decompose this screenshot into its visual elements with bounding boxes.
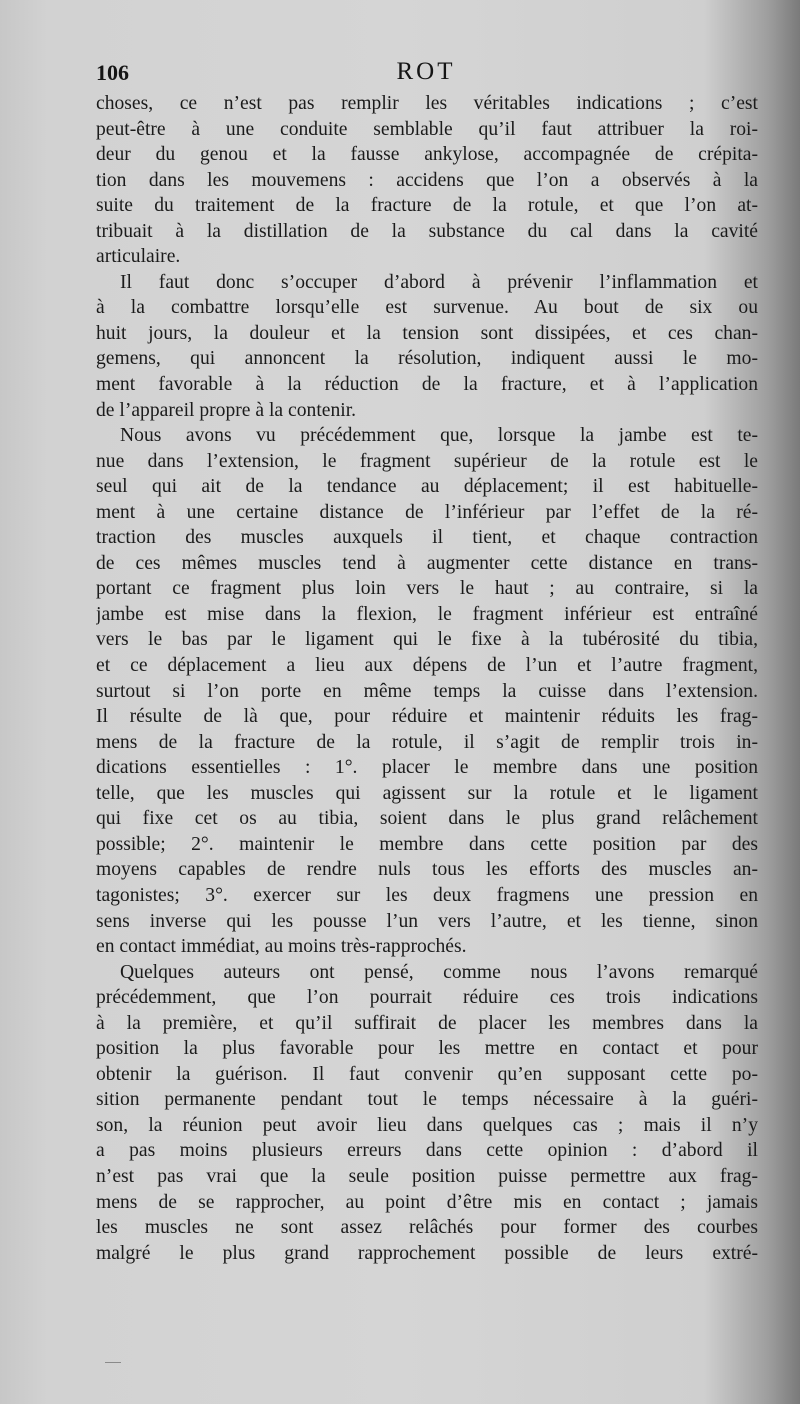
running-title: ROT (396, 58, 456, 85)
text-line: Il faut donc s’occuper d’abord à prévenir l’inflammation et (120, 271, 758, 293)
text-line: Il résulte de là que, pour réduire et maintenir réduits les frag- (96, 706, 758, 728)
text-line: les muscles ne sont assez relâchés pour former des courbes (96, 1217, 758, 1239)
text-line: dications essentielles : 1°. placer le membre dans une position (96, 757, 758, 779)
paragraph (96, 960, 758, 1267)
text-line: a pas moins plusieurs erreurs dans cette opinion : d’abord il (96, 1140, 758, 1162)
print-mark (105, 1362, 121, 1363)
paragraph (96, 270, 758, 423)
text-line: vers le bas par le ligament qui le fixe à la tubérosité du tibia, (96, 629, 758, 651)
text-line: son, la réunion peut avoir lieu dans quelques cas ; mais il n’y (96, 1114, 758, 1136)
page-header (96, 60, 758, 92)
text-line: choses, ce n’est pas remplir les véritables indications ; c’est (96, 93, 758, 114)
text-line: deur du genou et la fausse ankylose, accompagnée de crépita- (96, 144, 758, 166)
text-line: tion dans les mouvemens : accidens que l’on a observés à la (96, 169, 758, 191)
text-line: Nous avons vu précédemment que, lorsque la jambe est te- (120, 425, 758, 447)
paragraph (96, 423, 758, 959)
text-line: peut-être à une conduite semblable qu’il faut attribuer la roi- (96, 118, 758, 140)
text-line: gemens, qui annoncent la résolution, indiquent aussi le mo- (96, 348, 758, 370)
text-line: n’est pas vrai que la seule position puisse permettre aux frag- (96, 1165, 758, 1187)
text-line: suite du traitement de la fracture de la rotule, et que l’on at- (96, 195, 758, 217)
text-line: de ces mêmes muscles tend à augmenter cette distance en trans- (96, 552, 758, 574)
text-line: sition permanente pendant tout le temps nécessaire à la guéri- (96, 1089, 758, 1111)
text-line: position la plus favorable pour les mettre en contact et pour (96, 1038, 758, 1060)
text-line: tagonistes; 3°. exercer sur les deux fragmens une pression en (96, 884, 758, 906)
text-line: et ce déplacement a lieu aux dépens de l’un et l’autre fragment, (96, 655, 758, 677)
text-line: jambe est mise dans la flexion, le fragment inférieur est entraîné (96, 603, 758, 625)
text-line: surtout si l’on porte en même temps la cuisse dans l’extension. (96, 680, 758, 702)
text-line: huit jours, la douleur et la tension sont dissipées, et ces chan- (96, 322, 758, 344)
text-line: Quelques auteurs ont pensé, comme nous l’avons remarqué (120, 961, 758, 983)
text-line: en contact immédiat, au moins très-rapprochés. (96, 936, 467, 958)
text-line: moyens capables de rendre nuls tous les efforts des muscles an- (96, 859, 758, 881)
text-line: qui fixe cet os au tibia, soient dans le plus grand relâchement (96, 808, 758, 830)
text-line: sens inverse qui les pousse l’un vers l’autre, et les tienne, sinon (96, 910, 758, 932)
text-line: à la première, et qu’il suffirait de placer les membres dans la (96, 1012, 758, 1034)
text-line: tribuait à la distillation de la substance du cal dans la cavité (96, 220, 758, 242)
body-text (96, 91, 758, 1266)
text-line: mens de la fracture de la rotule, il s’agit de remplir trois in- (96, 731, 758, 753)
text-line: malgré le plus grand rapprochement possible de leurs extré- (96, 1242, 758, 1264)
paragraph (96, 91, 758, 270)
text-line: nue dans l’extension, le fragment supérieur de la rotule est le (96, 450, 758, 472)
text-line: traction des muscles auxquels il tient, et chaque contraction (96, 527, 758, 549)
text-line: à la combattre lorsqu’elle est survenue. Au bout de six ou (96, 297, 758, 319)
text-line: ment favorable à la réduction de la fracture, et à l’application (96, 374, 758, 396)
text-line: ment à une certaine distance de l’inférieur par l’effet de la ré- (96, 501, 758, 523)
text-line: de l’appareil propre à la contenir. (96, 399, 357, 421)
text-line: seul qui ait de la tendance au déplacement; il est habituelle- (96, 476, 758, 498)
text-line: mens de se rapprocher, au point d’être mis en contact ; jamais (96, 1191, 758, 1213)
text-line: articulaire. (96, 246, 181, 268)
text-line: précédemment, que l’on pourrait réduire ces trois indications (96, 987, 758, 1009)
text-line: possible; 2°. maintenir le membre dans cette position par des (96, 833, 758, 855)
text-line: obtenir la guérison. Il faut convenir qu’en supposant cette po- (96, 1063, 758, 1085)
text-line: telle, que les muscles qui agissent sur la rotule et le ligament (96, 782, 758, 804)
page-number: 106 (96, 60, 129, 85)
text-line: portant ce fragment plus loin vers le haut ; au contraire, si la (96, 578, 758, 600)
